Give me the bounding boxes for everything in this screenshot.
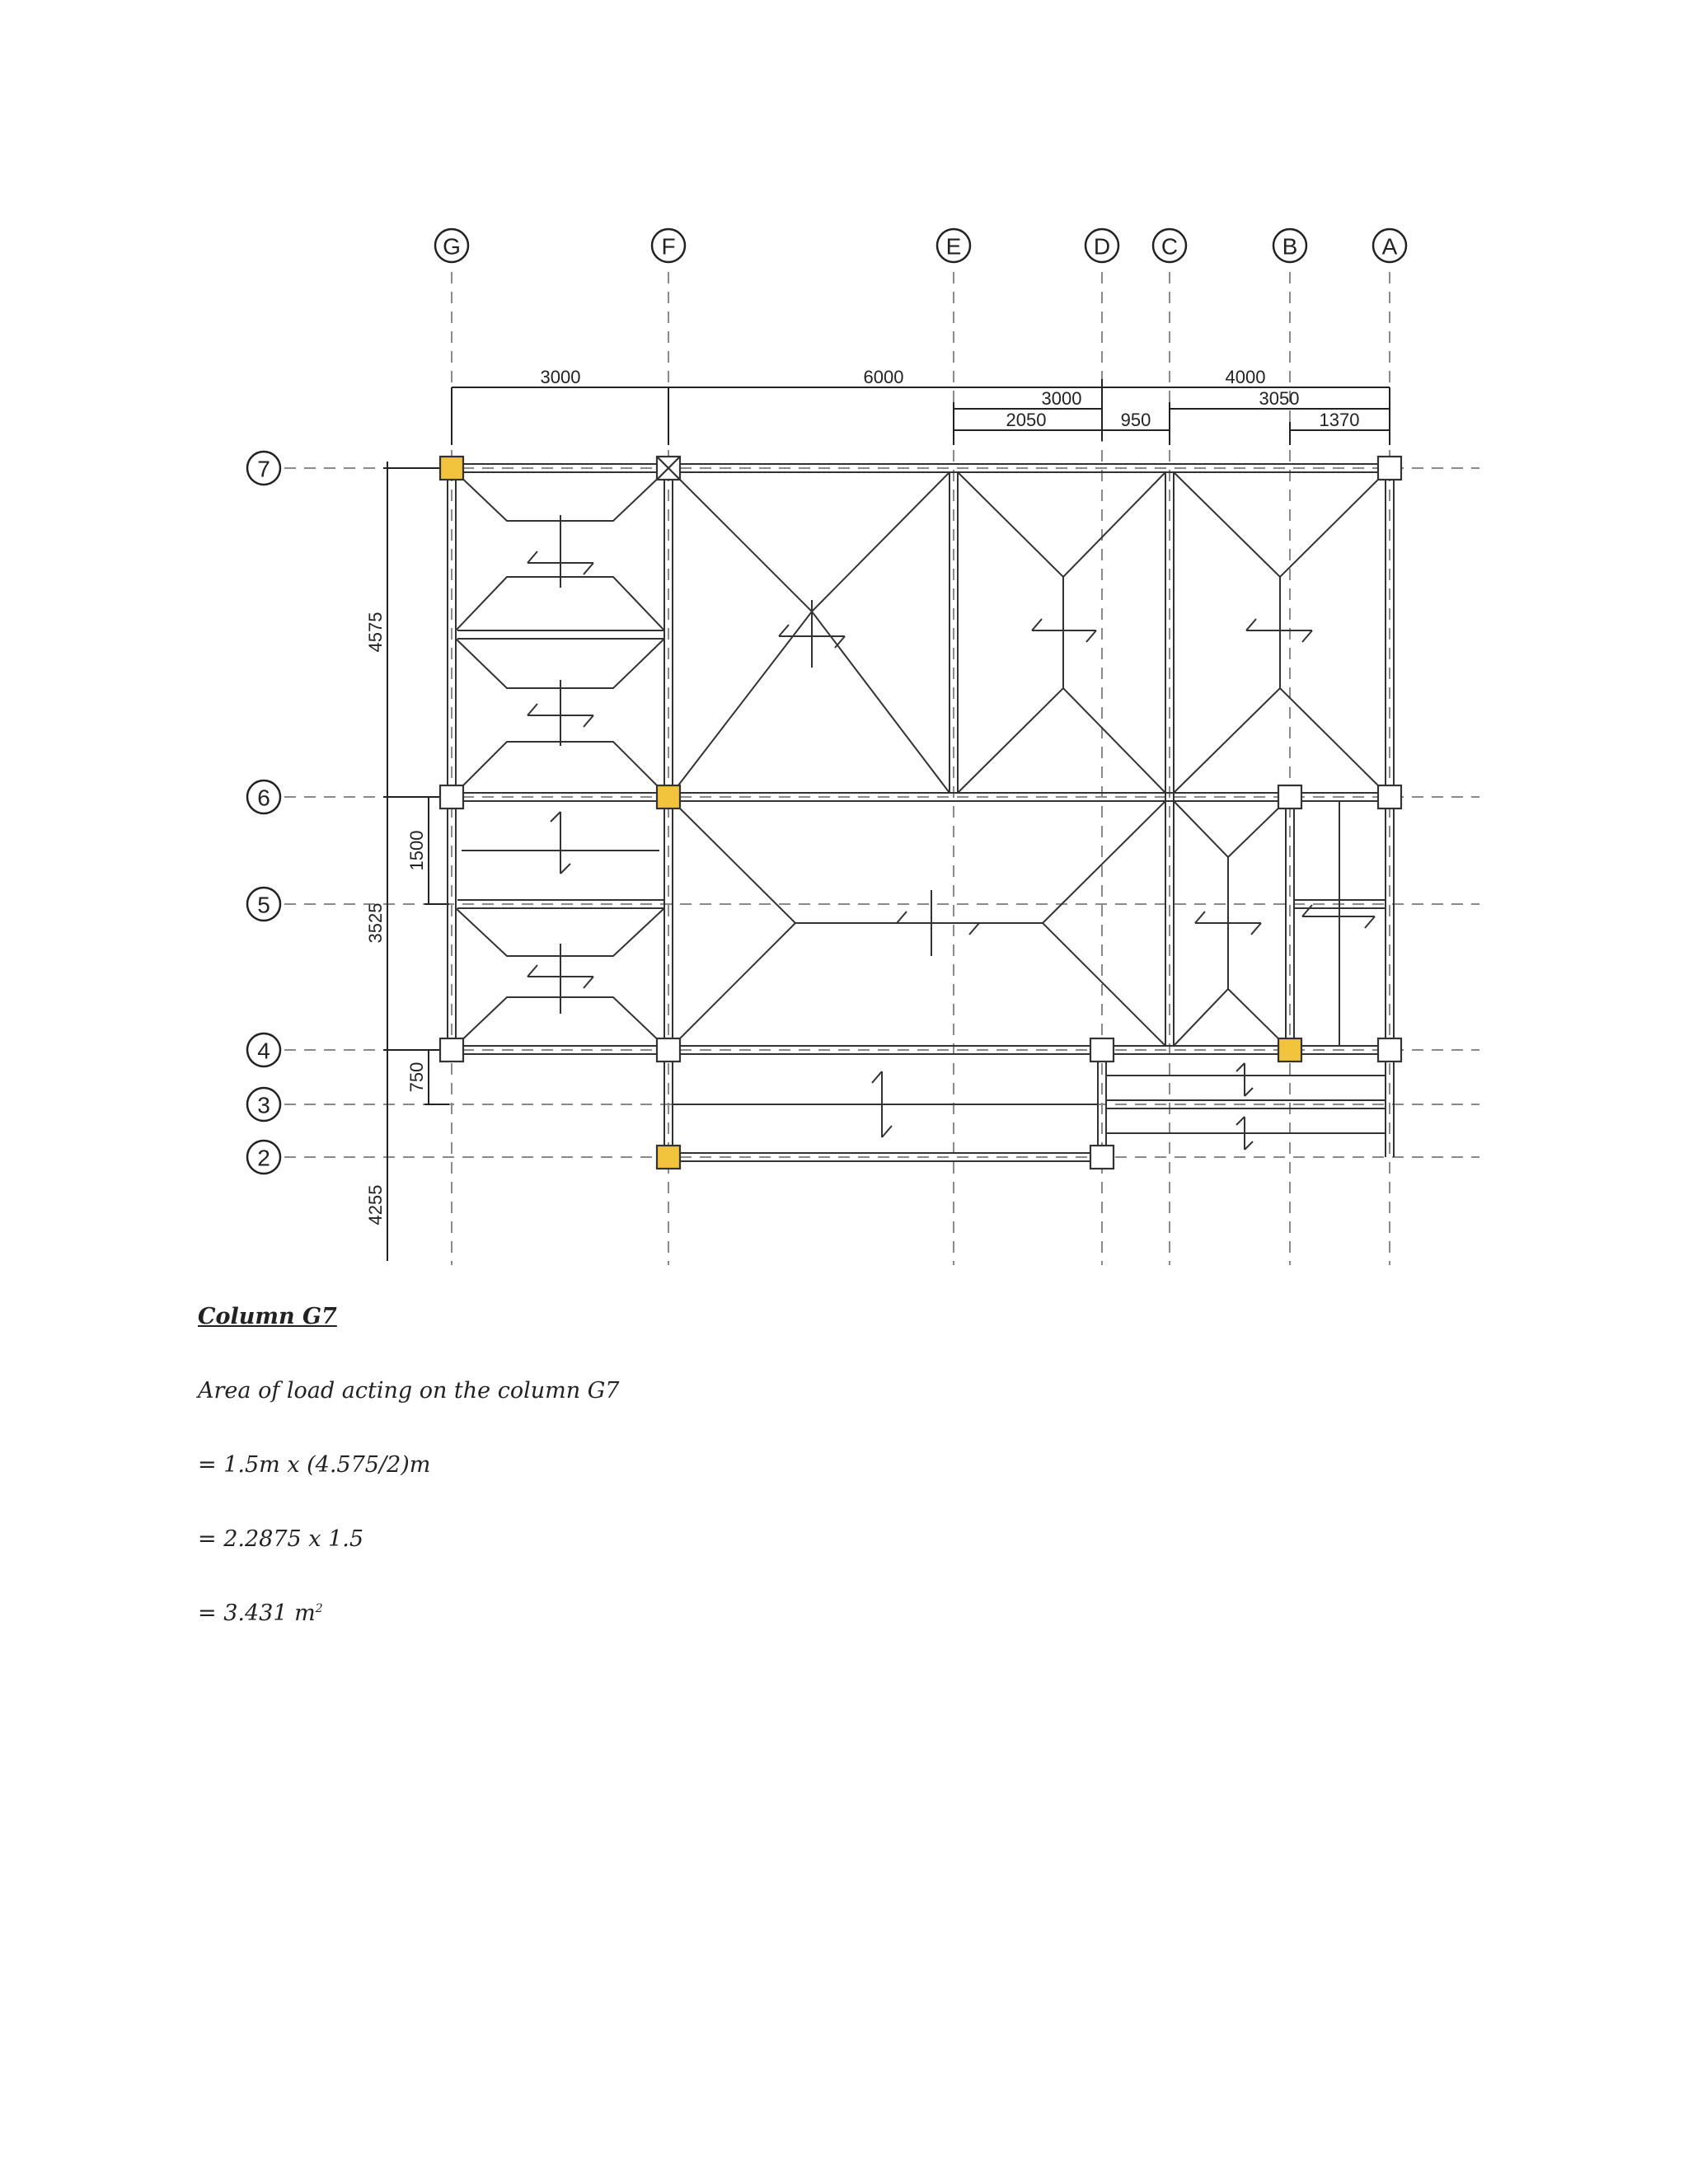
calc-result-exponent: 2 xyxy=(315,1602,323,1615)
column-G4 xyxy=(440,1038,463,1062)
grid-bubble-B xyxy=(1273,229,1306,262)
dim-4575: 4575 xyxy=(365,612,386,653)
calc-line-1: = 1.5m x (4.575/2)m xyxy=(198,1452,431,1478)
dim-950: 950 xyxy=(1120,410,1151,430)
calc-result-value: = 3.431 m xyxy=(198,1601,316,1626)
grid-bubble-A xyxy=(1373,229,1406,262)
calc-result xyxy=(198,1601,323,1626)
dim-4000: 4000 xyxy=(1225,367,1266,387)
vertical-grid-lines xyxy=(452,272,1390,1265)
svg-text:F: F xyxy=(661,233,676,260)
column-D4 xyxy=(1090,1038,1114,1062)
column-B6 xyxy=(1278,785,1301,808)
grid-bubble-2 xyxy=(247,1141,280,1174)
dim-6000: 6000 xyxy=(863,367,904,387)
calc-line-2: = 2.2875 x 1.5 xyxy=(198,1526,364,1552)
column-G6 xyxy=(440,785,463,808)
column-A4 xyxy=(1378,1038,1401,1062)
left-dimensions xyxy=(365,462,449,1261)
svg-text:D: D xyxy=(1093,233,1111,260)
column-F4 xyxy=(657,1038,680,1062)
svg-text:7: 7 xyxy=(257,456,270,482)
svg-text:C: C xyxy=(1160,233,1179,260)
load-distribution-lines xyxy=(456,472,1386,1046)
dim-3525: 3525 xyxy=(365,902,386,944)
column-F2 xyxy=(657,1146,680,1169)
column-G7 xyxy=(440,457,463,480)
grid-bubble-6 xyxy=(247,780,280,813)
grid-bubble-3 xyxy=(247,1088,280,1121)
grid-bubble-F xyxy=(652,229,685,262)
svg-text:5: 5 xyxy=(257,892,270,918)
column-B4 xyxy=(1278,1038,1301,1062)
grid-bubble-E xyxy=(937,229,970,262)
grid-bubble-C xyxy=(1153,229,1186,262)
dim-3050: 3050 xyxy=(1259,388,1300,409)
grid-bubble-D xyxy=(1085,229,1118,262)
column-A6 xyxy=(1378,785,1401,808)
grid-bubble-G xyxy=(435,229,468,262)
calc-description: Area of load acting on the column G7 xyxy=(198,1378,620,1404)
dim-4255: 4255 xyxy=(365,1184,386,1226)
svg-text:A: A xyxy=(1381,233,1398,260)
grid-bubble-7 xyxy=(247,452,280,485)
section-heading: Column G7 xyxy=(198,1304,337,1329)
svg-text:4: 4 xyxy=(257,1038,270,1064)
dim-3000-second: 3000 xyxy=(1041,388,1082,409)
grid-bubble-5 xyxy=(247,888,280,921)
column-F6 xyxy=(657,785,680,808)
dim-3000-top: 3000 xyxy=(540,367,581,387)
top-dimensions xyxy=(452,367,1390,445)
grid-bubble-4 xyxy=(247,1033,280,1066)
svg-text:3: 3 xyxy=(257,1092,270,1118)
svg-text:E: E xyxy=(945,233,962,260)
svg-text:2: 2 xyxy=(257,1145,270,1171)
column-D2 xyxy=(1090,1146,1114,1169)
dim-2050: 2050 xyxy=(1006,410,1047,430)
column-A7 xyxy=(1378,457,1401,480)
dim-1370: 1370 xyxy=(1319,410,1360,430)
svg-text:6: 6 xyxy=(257,785,270,811)
svg-text:G: G xyxy=(443,233,461,260)
svg-text:B: B xyxy=(1282,233,1298,260)
dim-1500: 1500 xyxy=(406,830,427,871)
dim-750: 750 xyxy=(406,1062,427,1093)
